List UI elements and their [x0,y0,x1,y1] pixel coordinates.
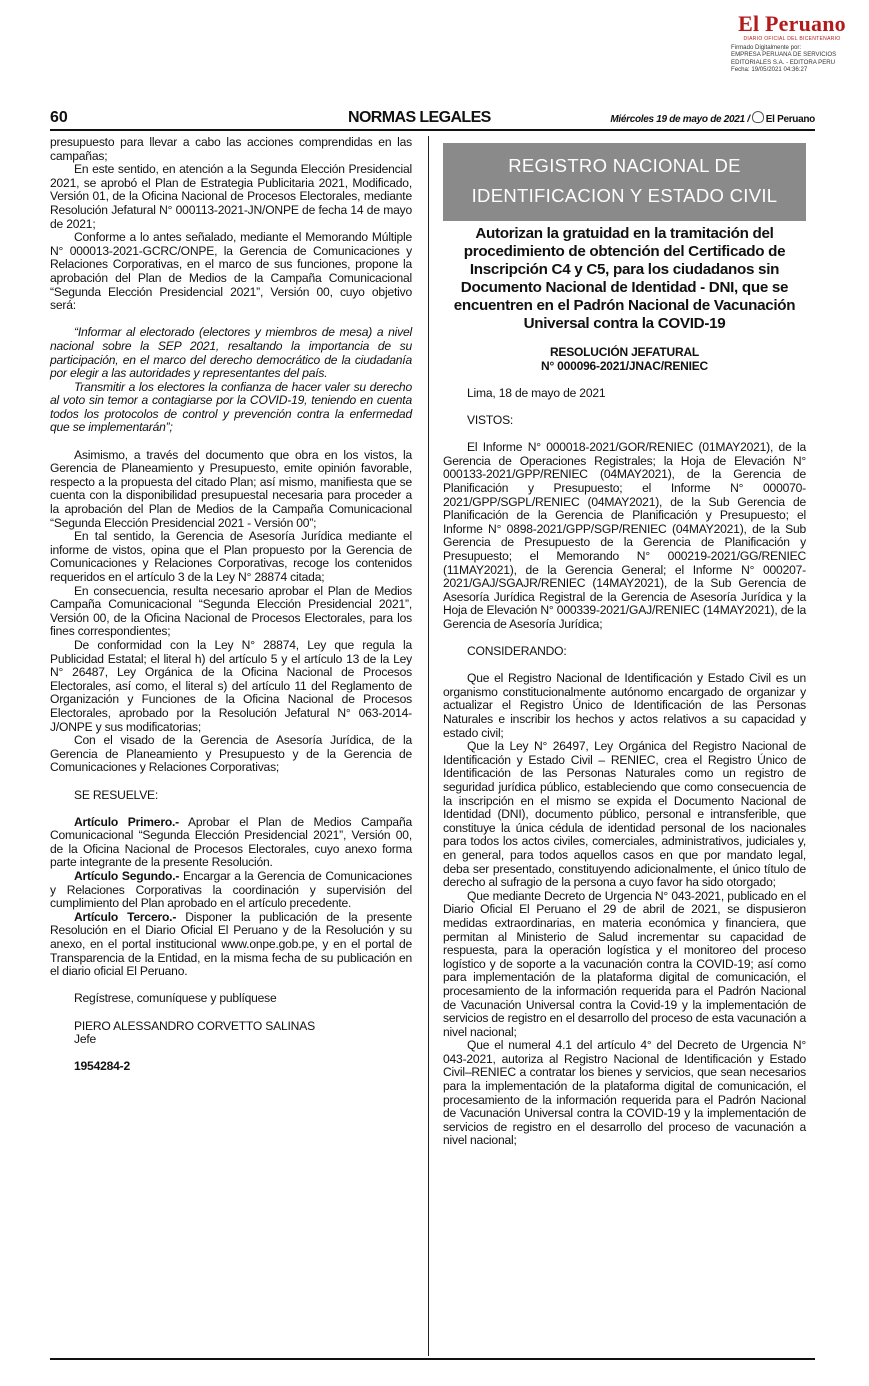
se-resuelve-heading: SE RESUELVE: [74,787,159,802]
paragraph: En consecuencia, resulta necesario aprobar el Plan de Medios Campaña Comunicacional “Segunda Elección Presidencial 2021”, Versión 00, de la Oficina Nacional de Procesos Electorales, para los fines correspondientes; [50,583,412,639]
paragraph: En tal sentido, la Gerencia de Asesoría Jurídica mediante el informe de vistos, opina que el Plan propuesto por la Gerencia de Comunicaciones y Relaciones Corporativas, recoge los contenidos requeridos en el artículo 3 de la Ley N° 28874 citada; [50,529,412,584]
article-text: Disponer la publicación de la presente Resolución en el Diario Oficial El Peruano y de la Resolución y su anexo, en el portal institucional www.onpe.gob.pe, y en el portal de Transparencia de la Entidad, en la misma fecha de su publicación en el diario oficial El Peruano. [50,909,412,979]
crest-icon [752,111,764,123]
banner-line: REGISTRO NACIONAL DE [508,155,741,176]
paragraph: Que el Registro Nacional de Identificación y Estado Civil es un organismo constitucionalmente autónomo encargado de organizar y actualizar el Registro Único de Identificación de las Personas Naturales e inscribir los hechos y actos relativos a su capacidad y estado civil; [443,671,806,740]
logo-name: El Peruano [738,11,846,36]
signature-line: EDITORIALES S.A. - EDITORA PERU [731,58,836,66]
bottom-rule [50,1358,815,1360]
considerando-heading: CONSIDERANDO: [467,644,567,659]
banner-line: IDENTIFICACION Y ESTADO CIVIL [471,185,778,206]
resolution-number [443,346,806,373]
signature-line: EMPRESA PERUANA DE SERVICIOS [731,51,837,59]
header-brand: El Peruano [765,114,815,125]
left-column [50,136,412,1074]
resolution-line: RESOLUCIÓN JEFATURAL [549,345,700,359]
header-date [610,111,815,125]
signer-name: PIERO ALESSANDRO CORVETTO SALINAS [74,1018,315,1033]
signer-role: Jefe [74,1032,97,1047]
article-1 [50,816,412,870]
article-text: Encargar a la Gerencia de Comunicaciones y Relaciones Corporativas la coordinación y supervisión del cumplimiento del Plan aprobado en el artículo precedente. [50,869,412,911]
signature-line: Firmado Digitalmente por: [731,44,802,51]
logo-subtitle: DIARIO OFICIAL DEL BICENTENARIO [743,36,841,42]
quote-paragraph: “Informar al electorado (electores y miembros de mesa) a nivel nacional sobre la SEP 2021, resaltando la importancia de su participación, en el marco del derecho democrático de la ciudadanía por elegir a las autoridades y representantes del país. [50,325,412,381]
article-label: Artículo Primero.- [74,814,180,829]
paragraph: Que la Ley N° 26497, Ley Orgánica del Registro Nacional de Identificación y Estado Civil – RENIEC, crea el Registro Único de Identificación de las Personas Naturales como un registro de seguridad jurídica público, estableciendo que como consecuencia de la inscripción en el mismo se expida el Documento Nacional de Identidad (DNI), documento público, personal e intransferible, que constituye la única cédula de identidad personal de los nacionales para todos los actos civiles, comerciales, administrativos, judiciales y, en general, para todos aquellos casos en que por mandato legal, deba ser presentado, constituyendo adicionalmente, el único título de derecho al sufragio de la persona a cuyo favor ha sido otorgado; [443,739,806,890]
article-2 [50,870,412,911]
resolution-line: N° 000096-2021/JNAC/RENIEC [540,358,708,373]
paragraph: Asimismo, a través del documento que obra en los vistos, la Gerencia de Planeamiento y Presupuesto, emite opinión favorable, respecto a la propuesta del citado Plan; así mismo, manifiesta que se cuenta con la disponibilidad presupuestal necesaria para proceder a la aprobación del Plan de Medios de la Campaña Comunicacional “Segunda Elección Presidencial 2021 - Versión 00”; [50,447,412,530]
resolution-date: Lima, 18 de mayo de 2021 [467,385,606,400]
article-label: Artículo Segundo.- [74,869,180,884]
right-column [443,225,806,1148]
column-divider [428,136,429,1356]
digital-signature [731,44,866,73]
vistos-heading: VISTOS: [467,412,514,427]
quote-paragraph: Transmitir a los electores la confianza de hacer valer su derecho al voto sin temor a contagiarse por la COVID-19, teniendo en cuenta todos los protocolos de control y prevención contra la enfermedad que se implementarán”; [50,379,412,435]
paragraph: Conforme a lo antes señalado, mediante el Memorando Múltiple N° 000013-2021-GCRC/ONPE, la Gerencia de Comunicaciones y Relaciones Corporativas, en el marco de sus funciones, propone la aprobación del Plan de Medios de la Campaña Comunicacional “Segunda Elección Presidencial 2021”, Versión 00, cuyo objetivo será: [50,230,412,313]
el-peruano-logo [718,12,866,42]
page-header [50,107,815,131]
paragraph: presupuesto para llevar a cabo las acciones comprendidas en las campañas; [50,135,412,163]
paragraph: De conformidad con la Ley N° 28874, Ley que regula la Publicidad Estatal; el literal h) del artículo 5 y el artículo 13 de la Ley N° 26487, Ley Orgánica de la Oficina Nacional de Procesos Electorales, así como, el literal s) del artículo 11 del Reglamento de Organización y Funciones de la Oficina Nacional de Procesos Electorales, aprobado por la Resolución Jefatural N° 063-2014-J/ONPE y sus modificatorias; [50,637,412,734]
article-label: Artículo Tercero.- [74,909,177,924]
header-date-text: Miércoles 19 de mayo de 2021 / [610,114,750,125]
institution-banner [443,143,806,221]
paragraph: Con el visado de la Gerencia de Asesoría Jurídica, de la Gerencia de Planeamiento y Presupuesto y de la Gerencia de Comunicaciones y Relaciones Corporativas; [50,733,412,775]
paragraph: Que mediante Decreto de Urgencia N° 043-2021, publicado en el Diario Oficial El Peruano el 29 de abril de 2021, se dispusieron medidas extraordinarias, en materia económica y financiera, que permitan al Ministerio de Salud incrementar su capacidad de respuesta, para la operación logística y el monitoreo del proceso logístico y de soporte a la vacunación contra la COVID-19; así como para implementación de la plataforma digital de comunicación, el procesamiento de la información requerida para el Padrón Nacional de Vacunación Universal contra la Covid-19 y la implementación de servicios de registro en el desarrollo del proceso de esta vacunación a nivel nacional; [443,888,806,1039]
signature-line: Fecha: 19/05/2021 04:36:27 [731,65,808,73]
article-text: Aprobar el Plan de Medios Campaña Comunicacional “Segunda Elección Presidencial 2021”, Versión 00, de la Oficina Nacional de Procesos Electorales, cuyo anexo forma parte integrante de la presente Resolución. [50,814,412,870]
paragraph: Que el numeral 4.1 del artículo 4° del Decreto de Urgencia N° 043-2021, autoriza al Registro Nacional de Identificación y Estado Civil–RENIEC a contratar los bienes y servicios, que sean necesarios para la implementación de la plataforma digital de comunicación, el procesamiento de la información requerida para el Padrón Nacional de Vacunación Universal contra la COVID-19 y la implementación de servicios de registro en el desarrollo del proceso de vacunación a nivel nacional; [443,1038,806,1148]
closing-formula: Regístrese, comuníquese y publíquese [74,991,277,1006]
publication-code: 1954284-2 [74,1059,131,1074]
paragraph: En este sentido, en atención a la Segunda Elección Presidencial 2021, se aprobó el Plan de Estrategia Publicitaria 2021, Modificado, Versión 01, de la Oficina Nacional de Procesos Electorales, mediante Resolución Jefatural N° 000113-2021-JN/ONPE de fecha 14 de mayo de 2021; [50,162,412,231]
page-number: 60 [50,109,68,126]
section-title: NORMAS LEGALES [348,109,491,126]
article-3 [50,911,412,979]
norm-title: Autorizan la gratuidad en la tramitación del procedimiento de obtención del Certificado de Inscripción C4 y C5, para los ciudadanos sin Documento Nacional de Identidad - DNI, que se encuentren en el Padrón Nacional de Vacunación Universal contra la COVID-19 [453,225,796,332]
paragraph: El Informe N° 000018-2021/GOR/RENIEC (01MAY2021), de la Gerencia de Operaciones Registrales; la Hoja de Elevación N° 000133-2021/GPP/RENIEC (04MAY2021), de la Gerencia de Planificación y Presupuesto; el Informe N° 000070-2021/GPP/SGPL/RENIEC (04MAY2021), de la Sub Gerencia de Planificación de la Gerencia de Planificación y Presupuesto; el Informe N° 0898-2021/GPP/SGP/RENIEC (04MAY2021), de la Sub Gerencia de Presupuesto de la Gerencia de Planificación y Presupuesto; el Memorando N° 000219-2021/GG/RENIEC (11MAY2021), de la Gerencia General; el Informe N° 000207-2021/GAJ/SGAJR/RENIEC (14MAY2021), de la Sub Gerencia de Asesoría Jurídica Registral de la Gerencia de Asesoría Jurídica y la Hoja de Elevación N° 000339-2021/GAJ/RENIEC (14MAY2021), de la Gerencia de Asesoría Jurídica; [443,440,806,631]
